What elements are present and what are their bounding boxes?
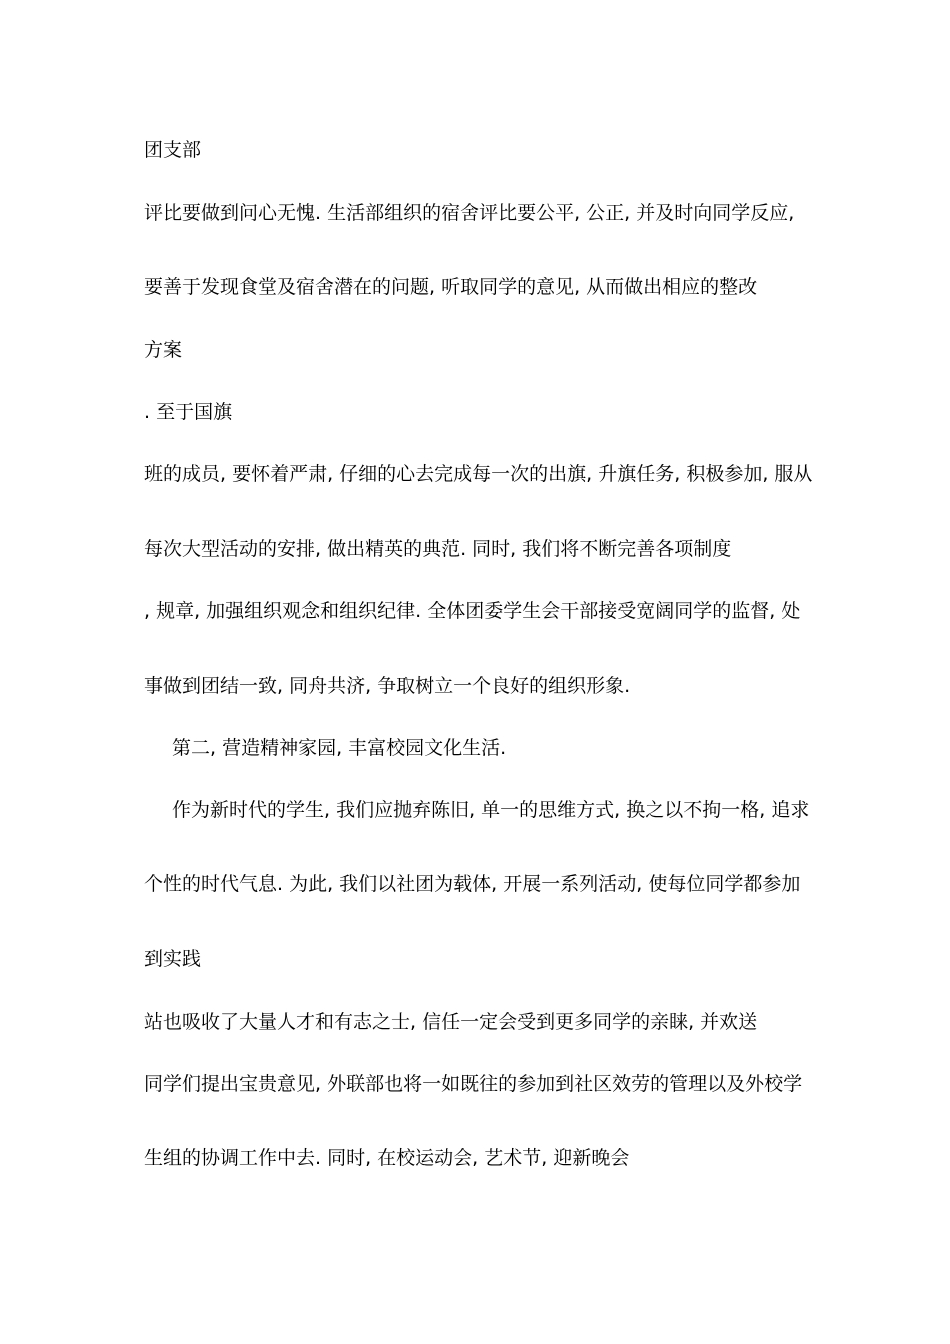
text-line-8: , 规章, 加强组织观念和组织纪律. 全体团委学生会干部接受宽阔同学的监督, 处 bbox=[144, 600, 801, 622]
text-line-7: 每次大型活动的安排, 做出精英的典范. 同时, 我们将不断完善各项制度 bbox=[144, 538, 732, 560]
text-line-3: 要善于发现食堂及宿舍潜在的问题, 听取同学的意见, 从而做出相应的整改 bbox=[144, 276, 758, 298]
text-line-2: 评比要做到问心无愧. 生活部组织的宿舍评比要公平, 公正, 并及时向同学反应, bbox=[144, 202, 795, 224]
text-line-15: 同学们提出宝贵意见, 外联部也将一如既往的参加到社区效劳的管理以及外校学 bbox=[144, 1073, 803, 1095]
text-line-13: 到实践 bbox=[144, 948, 202, 970]
text-line-10: 第二, 营造精神家园, 丰富校园文化生活. bbox=[172, 737, 507, 759]
text-line-4: 方案 bbox=[144, 339, 183, 361]
text-line-9: 事做到团结一致, 同舟共济, 争取树立一个良好的组织形象. bbox=[144, 675, 631, 697]
text-line-1: 团支部 bbox=[144, 139, 202, 161]
text-line-12: 个性的时代气息. 为此, 我们以社团为载体, 开展一系列活动, 使每位同学都参加 bbox=[144, 873, 801, 895]
text-line-14: 站也吸收了大量人才和有志之士, 信任一定会受到更多同学的亲睐, 并欢送 bbox=[144, 1011, 758, 1033]
text-line-6: 班的成员, 要怀着严肃, 仔细的心去完成每一次的出旗, 升旗任务, 积极参加, 服从 bbox=[144, 463, 813, 485]
text-line-16: 生组的协调工作中去. 同时, 在校运动会, 艺术节, 迎新晚会 bbox=[144, 1147, 630, 1169]
text-line-5: . 至于国旗 bbox=[144, 401, 233, 423]
text-line-11: 作为新时代的学生, 我们应抛弃陈旧, 单一的思维方式, 换之以不拘一格, 追求 bbox=[172, 799, 810, 821]
